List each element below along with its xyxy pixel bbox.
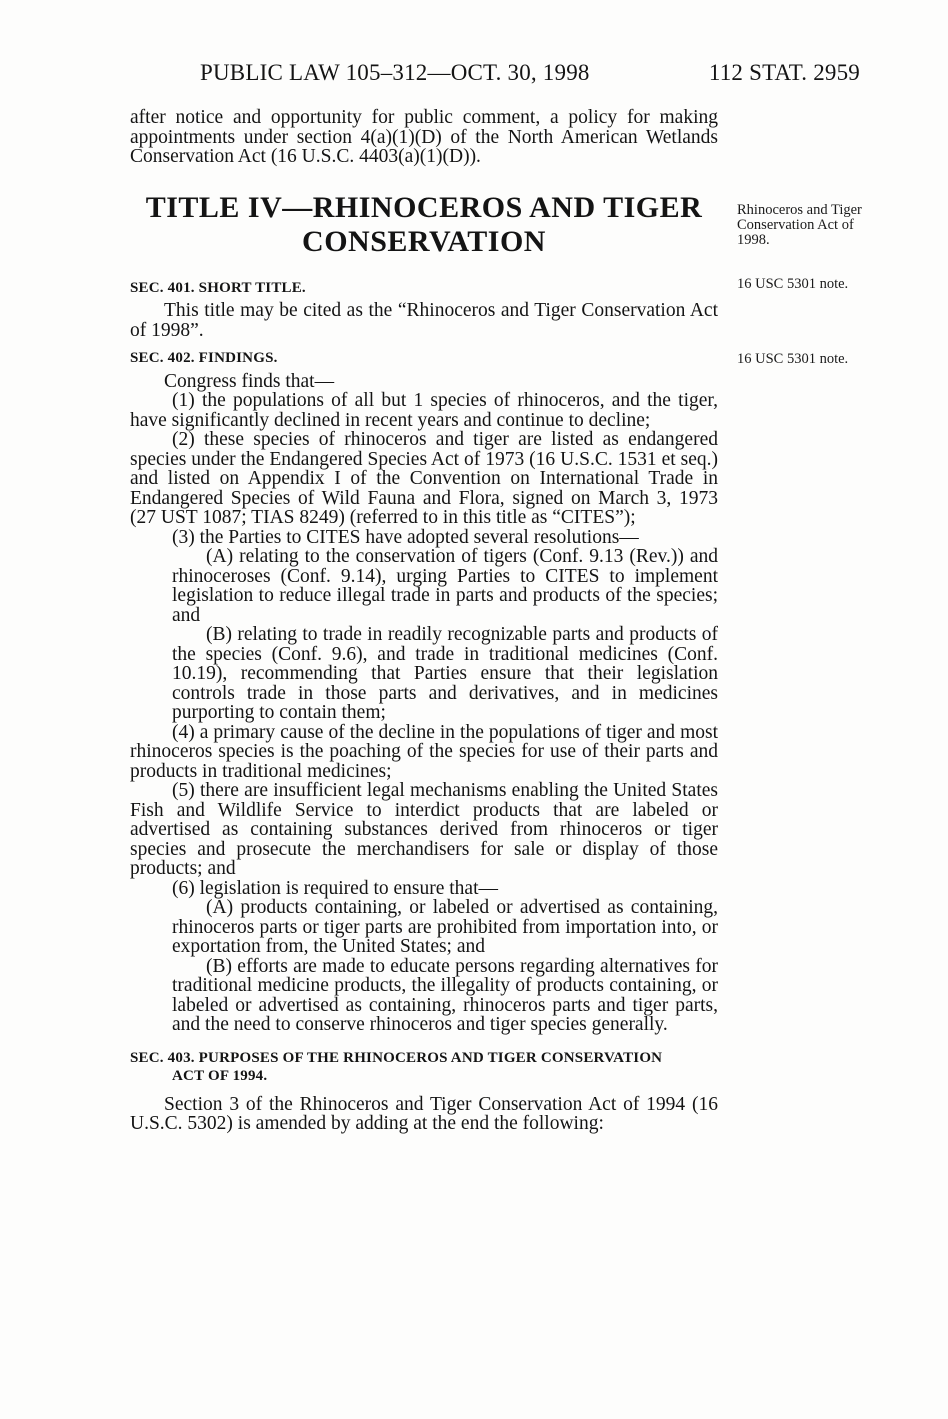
finding-6: (6) legislation is required to ensure that— bbox=[172, 877, 498, 899]
section-402-heading: SEC. 402. FINDINGS. bbox=[130, 350, 278, 366]
section-403-heading-line-2: ACT OF 1994. bbox=[172, 1067, 268, 1084]
margin-note-section-402: 16 USC 5301 note. bbox=[737, 351, 849, 367]
finding-4: (4) a primary cause of the decline in the populations of tiger and most rhinoceros species is the poaching of the species for use of their parts and products in traditional medicines; bbox=[130, 721, 718, 782]
section-403-heading bbox=[130, 1049, 718, 1085]
finding-2: (2) these species of rhinoceros and tiger are listed as endangered species under the Endangered Species Act of 1973 (16 U.S.C. 1531 et seq.) and listed on Appendix I of the Convention on International Trade in Endangered Species of Wild Fauna and Flora, signed on March 3, 1973 (27 UST 1087; TIAS 8249) (referred to in this title as “CITES”); bbox=[130, 429, 718, 528]
section-403-heading-line-1: SEC. 403. PURPOSES OF THE RHINOCEROS AND TIGER CONSERVATION bbox=[130, 1049, 663, 1066]
finding-3: (3) the Parties to CITES have adopted several resolutions— bbox=[172, 526, 639, 548]
finding-3-a: (A) relating to the conservation of tigers (Conf. 9.13 (Rev.)) and rhinoceroses (Conf. 9.14), urging Parties to CITES to implement legislation to reduce illegal trade in parts and products of the species; and bbox=[172, 546, 718, 626]
title-heading bbox=[130, 191, 718, 259]
finding-3-b: (B) relating to trade in readily recognizable parts and products of the species (Conf. 9.6), and trade in traditional medicines (Conf. 10.19), recommending that Parties ensure that their legislation controls trade in those parts and derivatives, and in medicines purporting to contain them; bbox=[172, 624, 718, 723]
findings-lead: Congress finds that— bbox=[164, 370, 335, 392]
section-401-text: This title may be cited as the “Rhinoceros and Tiger Conservation Act of 1998”. bbox=[130, 300, 718, 341]
running-header bbox=[200, 60, 860, 90]
finding-1: (1) the populations of all but 1 species of rhinoceros, and the tiger, have significantly declined in recent years and continue to decline; bbox=[130, 390, 718, 431]
intro-paragraph: after notice and opportunity for public comment, a policy for making appointments under section 4(a)(1)(D) of the North American Wetlands Conservation Act (16 U.S.C. 4403(a)(1)(D)). bbox=[130, 107, 718, 167]
margin-note-section-401: 16 USC 5301 note. bbox=[737, 276, 849, 292]
finding-6-a: (A) products containing, or labeled or advertised as containing, rhinoceros parts or tiger parts are prohibited from importation into, or exportation from, the United States; and bbox=[172, 897, 718, 957]
finding-5: (5) there are insufficient legal mechanisms enabling the United States Fish and Wildlife Service to interdict products that are labeled or advertised as containing substances derived from rhinoceros or tiger species and prosecute the merchandisers for sale or display of those products; and bbox=[130, 780, 718, 879]
body-text bbox=[130, 108, 718, 1134]
margin-note-title: Rhinoceros and Tiger Conservation Act of 1998. bbox=[737, 202, 862, 248]
statute-page-number: 112 STAT. 2959 bbox=[708, 60, 860, 85]
finding-6-b: (B) efforts are made to educate persons regarding alternatives for traditional medicine products, the illegality of products containing, or labeled or advertised as containing, rhinoceros parts and tiger parts, and the need to conserve rhinoceros and tiger species generally. bbox=[172, 955, 718, 1035]
title-line-1: TITLE IV—RHINOCEROS AND TIGER bbox=[145, 190, 703, 224]
section-403-text: Section 3 of the Rhinoceros and Tiger Conservation Act of 1994 (16 U.S.C. 5302) is amended by adding at the end the following: bbox=[130, 1093, 718, 1134]
public-law-citation: PUBLIC LAW 105–312—OCT. 30, 1998 bbox=[200, 60, 590, 85]
title-line-2: CONSERVATION bbox=[302, 224, 546, 258]
section-401-heading: SEC. 401. SHORT TITLE. bbox=[130, 279, 306, 296]
